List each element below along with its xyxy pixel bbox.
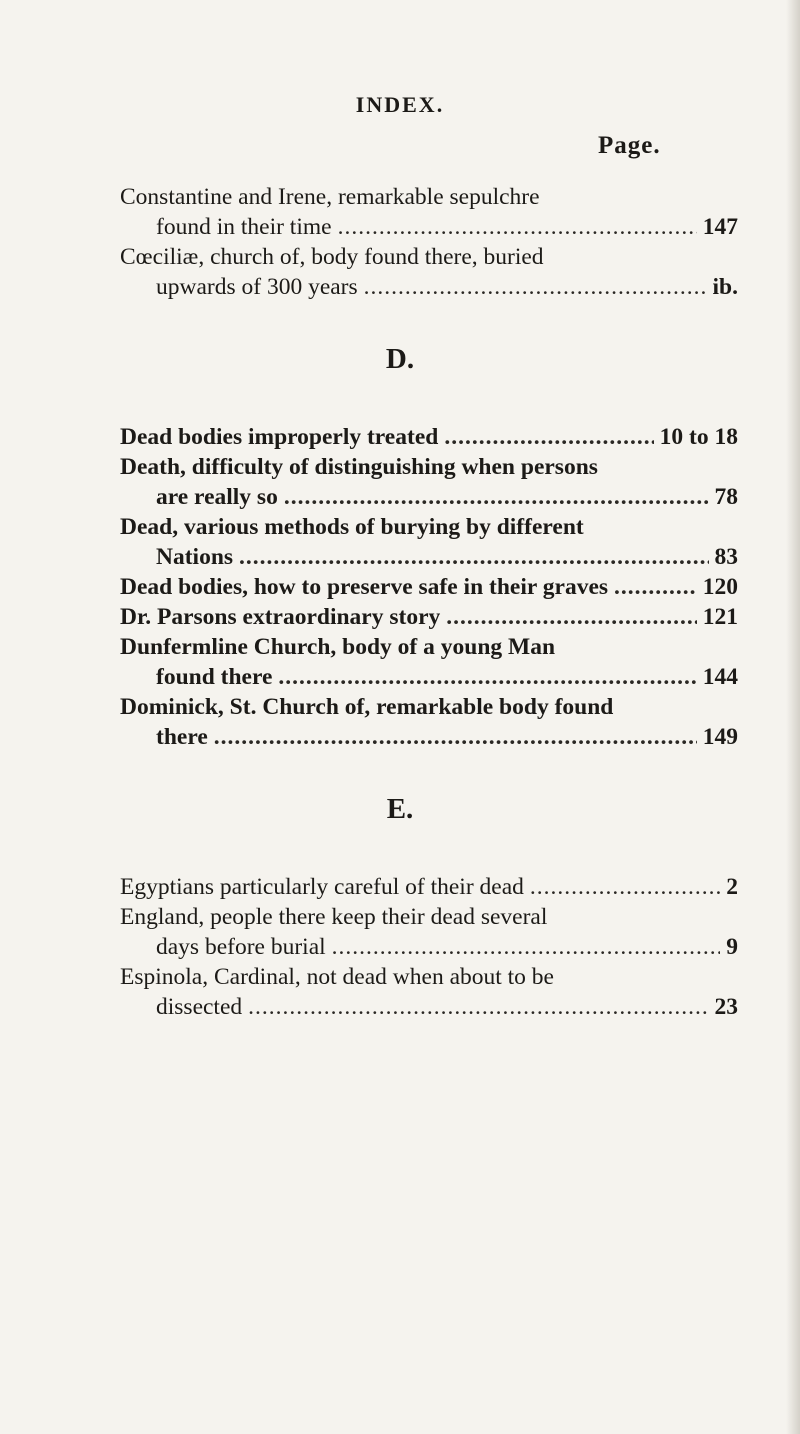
entry-second-line: found in their time bbox=[156, 214, 332, 240]
entry-first-line: Death, difficulty of distinguishing when persons bbox=[120, 454, 598, 480]
index-entry bbox=[120, 512, 738, 572]
entry-page-number: 83 bbox=[714, 544, 738, 570]
entry-first-line: Espinola, Cardinal, not dead when about to be bbox=[120, 964, 554, 990]
dot-leader bbox=[446, 602, 696, 632]
entry-first-line: Dead, various methods of burying by different bbox=[120, 514, 584, 540]
index-entry bbox=[120, 452, 738, 512]
entry-page-number: 10 to 18 bbox=[659, 424, 738, 450]
dot-leader bbox=[239, 542, 708, 572]
dot-leader bbox=[248, 992, 708, 1022]
dot-leader bbox=[284, 482, 709, 512]
entry-page-number: 23 bbox=[714, 994, 738, 1020]
entry-second-line: upwards of 300 years bbox=[156, 274, 358, 300]
page-column-label: Page. bbox=[598, 132, 661, 159]
entry-page-number: 120 bbox=[702, 574, 738, 600]
section-letter-d: D. bbox=[385, 343, 415, 375]
entry-page-number: 147 bbox=[702, 214, 738, 240]
section-letter-e: E. bbox=[386, 793, 414, 825]
entry-second-line: are really so bbox=[156, 484, 278, 510]
index-entry bbox=[120, 692, 738, 752]
entry-page-number: 144 bbox=[702, 664, 738, 690]
index-entry bbox=[120, 182, 738, 242]
entry-first-line: England, people there keep their dead several bbox=[120, 904, 548, 930]
entry-line: Dead bodies improperly treated bbox=[120, 424, 439, 450]
page-spine-shadow bbox=[786, 0, 800, 1434]
entry-page-number: 9 bbox=[726, 934, 738, 960]
entry-second-line: found there bbox=[156, 664, 273, 690]
dot-leader bbox=[364, 272, 707, 302]
dot-leader bbox=[444, 422, 653, 452]
index-entry bbox=[120, 632, 738, 692]
dot-leader bbox=[614, 572, 697, 602]
entry-page-number: ib. bbox=[712, 274, 738, 300]
index-entry bbox=[120, 962, 738, 1022]
index-entry bbox=[120, 872, 738, 902]
entry-line: Dead bodies, how to preserve safe in their graves bbox=[120, 574, 609, 600]
entry-page-number: 2 bbox=[726, 874, 738, 900]
index-entry bbox=[120, 422, 738, 452]
dot-leader bbox=[214, 722, 697, 752]
running-head: INDEX. bbox=[355, 92, 445, 117]
dot-leader bbox=[530, 872, 720, 902]
entry-page-number: 78 bbox=[714, 484, 738, 510]
index-entry bbox=[120, 572, 738, 602]
index-entry bbox=[120, 602, 738, 632]
index-entry bbox=[120, 242, 738, 302]
entry-line: Egyptians particularly careful of their dead bbox=[120, 874, 524, 900]
dot-leader bbox=[278, 662, 696, 692]
entry-first-line: Cœciliæ, church of, body found there, buried bbox=[120, 244, 544, 270]
entry-first-line: Dunfermline Church, body of a young Man bbox=[120, 634, 556, 660]
dot-leader bbox=[338, 212, 697, 242]
index-entry bbox=[120, 902, 738, 962]
entry-second-line: Nations bbox=[156, 544, 234, 570]
entry-line: Dr. Parsons extraordinary story bbox=[120, 604, 441, 630]
entry-page-number: 121 bbox=[702, 604, 738, 630]
entry-second-line: dissected bbox=[156, 994, 243, 1020]
entry-second-line: days before burial bbox=[156, 934, 326, 960]
entry-first-line: Constantine and Irene, remarkable sepulchre bbox=[120, 184, 540, 210]
entry-second-line: there bbox=[156, 724, 208, 750]
entry-first-line: Dominick, St. Church of, remarkable body found bbox=[120, 694, 614, 720]
dot-leader bbox=[332, 932, 721, 962]
entry-page-number: 149 bbox=[702, 724, 738, 750]
